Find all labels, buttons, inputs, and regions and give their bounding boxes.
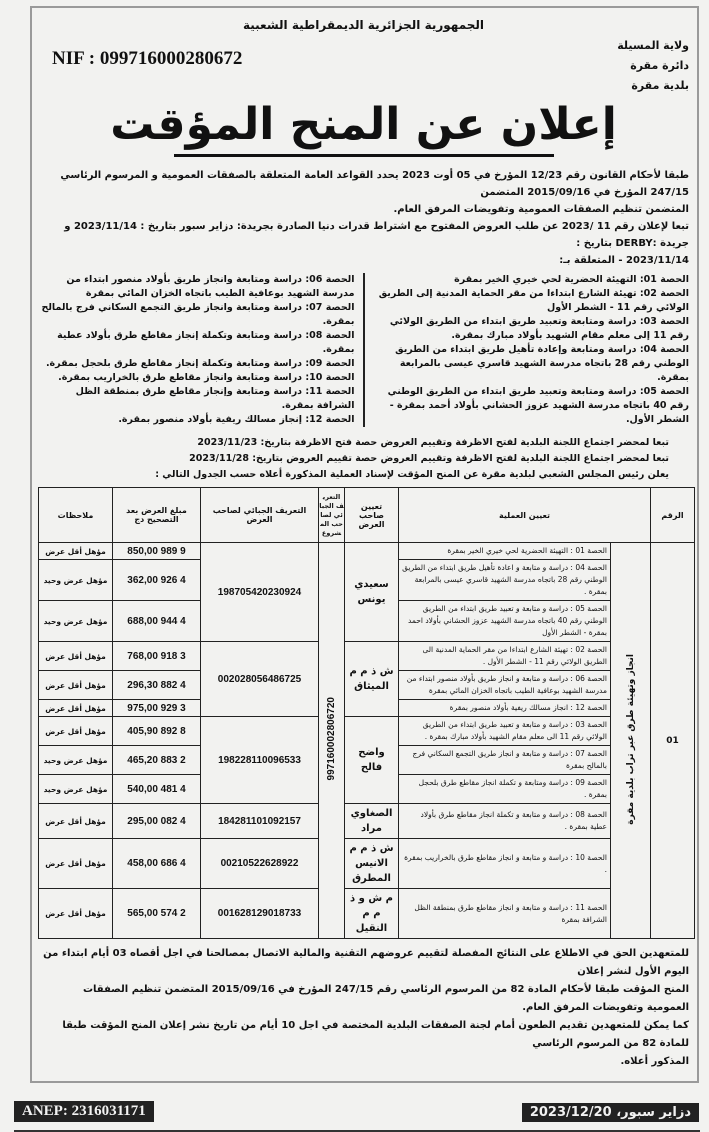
note [39,700,113,717]
bid-amount-text: 4 686 458,00 [127,858,186,869]
lot-description-text: الحصة 07 : دراسة و متابعة و انجاز طريق التجمع السكاني فرج بالمالح بمقرة [412,749,608,770]
lot-description [399,775,611,804]
note-text: مؤهل عرض وحيد [43,616,108,626]
bid-amount-text: 8 892 405,90 [127,725,186,737]
lot-item: الحصة 05: دراسة ومتابعة وتعبيد طريق ابتداء من الطريق الوطني رقم 40 باتجاه مدرسة الشهيد عزوز الحشاني بأولاد أحمد بمقرة - الشطر الأول. [387,386,689,425]
lot-description-text: الحصة 08 : دراسة و متابعة و تكملة انجاز مقاطع طرق بأولاد عطية بمقرة . [420,810,608,831]
row-number [651,543,695,939]
table-row [39,804,695,839]
lot-description-text: الحصة 10 : دراسة و متابعة و انجاز مقاطع طرق بالخراريب بمقرة . [404,852,608,874]
bid-amount-text: 4 082 295,00 [127,815,186,827]
lot-description [399,804,611,839]
header-operation: تعيين العملية [399,488,651,543]
lot-description-text: الحصة 04 : دراسة و متابعة و اعادة تأهيل طريق ابتداء من الطريق الوطني رقم 28 باتجاه مدرسة الشهيد قاسري عيسى بالمرابعة بمقرة . [402,563,608,596]
note-text: مؤهل أقل عرض [45,680,106,690]
note [39,601,113,642]
lot-description [399,601,611,642]
project-nif [319,543,345,939]
header-notes: ملاحظات [39,488,113,543]
proceedings [38,435,669,483]
bid-amount-text: 4 944 688,00 [127,615,186,627]
lot-item: الحصة 06: دراسة ومتابعة وانجاز طريق بأولاد منصور ابتداء من مدرسة الشهيد بوعافية الطيب باتجاه الخزان المائي بمقرة [66,274,355,299]
bidder-nif-text: 198228110096533 [218,754,301,766]
pv-opening: تبعا لمحضر اجتماع اللجنة البلدية لفتح الاظرفة وتقييم العروض حصة فتح الاظرفة بتاريخ: 2023/11/23 [197,437,669,448]
lot-item: الحصة 07: دراسة ومتابعة وانجاز طريق التجمع السكاني فرج بالمالح بمقرة. [41,302,355,327]
lot-description [399,543,611,560]
bid-amount [113,717,201,746]
header-number: الرقم [651,488,695,543]
lot-description-text: الحصة 02 : تهيئة الشارع ابتداءا من مقر الحماية المدنية الى الطريق الولائي رقم 11 - الشطر الأول . [422,645,608,666]
note [39,671,113,700]
note [39,560,113,601]
intro-line-3: تبعا لإعلان رقم 11 /2023 عن طلب العروض المفتوح مع اشتراط قدرات دنيا الصادرة بجريدة: دزاير سبور بتاريخ : 2023/11/14 و جريدة :DERBY بتاريخ : [64,221,689,249]
lot-description [399,642,611,671]
bid-amount [113,560,201,601]
note-text: مؤهل أقل عرض [45,546,106,556]
bid-amount [113,700,201,717]
bidder-name [345,642,399,717]
lot-description-text: الحصة 09 : دراسة ومتابعة و تكملة انجاز مقاطع طرق بلحجل بمقرة . [418,778,608,799]
note-text: مؤهل أقل عرض [45,909,106,918]
operation-name-text: انجاز وتهيئة طرق عبر تراب بلدية مقرة [625,653,636,825]
bid-amount-text: 4 481 540,00 [127,783,186,795]
announcement: يعلن رئيس المجلس الشعبي لبلدية مقرة عن المنح المؤقت لإسناد العملية المذكورة أعلاه حسب الجدول التالي : [155,469,669,480]
lot-description [399,717,611,746]
header-bidder: تعيين صاحب العرض [345,488,399,543]
lot-description-text: الحصة 06 : دراسة و متابعة و انجاز طريق بأولاد منصور ابتداء من مدرسة الشهيد بوعافية الطيب باتجاه الخزان المائي بمقرة [406,674,608,695]
lot-item: الحصة 12: إنجاز مسالك ريفية بأولاد منصور بمقرة. [118,414,355,425]
table-row [39,642,695,671]
note-text: مؤهل عرض وحيد [43,784,108,794]
bid-amount-text: 4 926 362,00 [127,574,186,586]
bid-amount [113,543,201,560]
table-row [39,717,695,746]
pv-evaluation: تبعا لمحضر اجتماع اللجنة البلدية لفتح الاظرفة وتقييم العروض حصة تقييم العروض بتاريخ: 2023/11/28 [189,453,669,464]
bid-amount-text: 3 918 768,00 [127,650,186,662]
bid-amount-text: 2 883 465,20 [127,754,186,766]
bid-amount-text: 3 929 975,00 [127,702,186,714]
bid-amount-text: 4 882 296,30 [127,679,186,691]
bidder-nif-text: 198705420230924 [217,586,302,598]
note-text: مؤهل أقل عرض [45,859,106,868]
bidder-name-text: سعيدي يونس [354,579,389,605]
bidder-name [345,889,399,939]
bidder-nif-text: 184281101092157 [218,815,301,827]
bidder-nif [201,804,319,839]
bidder-name [345,804,399,839]
operation-name [611,543,651,939]
bid-amount [113,839,201,889]
page-title: إعلان عن المنح المؤقت [110,99,617,150]
intro [38,167,689,269]
bid-amount [113,804,201,839]
lot-item: الحصة 10: دراسة ومتابعة وانجاز مقاطع طرق بالخراريب بمقرة. [58,372,355,383]
bid-amount-text: 9 989 850,00 [127,545,186,557]
project-nif-text: 997160002806720 [326,697,337,781]
bid-amount-text: 2 574 565,00 [127,908,186,919]
intro-line-1: طبقا لأحكام القانون رقم 12/23 المؤرخ في 05 أوت 2023 يحدد القواعد العامة المتعلقة بالصفقات العمومية و المرسوم الرئاسي 247/15 المؤرخ في 2015/09/16 المتضمن [60,170,689,198]
footer-text [38,945,689,1071]
administration-block [617,36,689,96]
lots-list-right [365,273,690,427]
anep-number: ANEP: 2316031171 [14,1101,154,1122]
lot-description-text: الحصة 01 : التهيئة الحضرية لحي خيري الخير بمقرة [447,546,608,555]
lot-description [399,839,611,889]
daira: دائرة مقرة [630,59,689,72]
note-text: مؤهل أقل عرض [45,651,106,661]
table-header-row [39,488,695,543]
lot-item: الحصة 11: دراسة ومتابعة وإنجاز مقاطع طرق بمنطقة الظل الشرافة بمقرة. [75,386,355,411]
award-table [38,487,695,939]
bidder-name [345,839,399,889]
lot-description-text: الحصة 12 : انجاز مسالك ريفية بأولاد منصور بمقرة [449,703,608,712]
republic-heading: الجمهورية الجزائرية الديمقراطية الشعبية [242,18,485,32]
wilaya: ولاية المسيلة [617,39,689,52]
bid-amount [113,775,201,804]
lot-description-text: الحصة 03 : دراسة و متابعة و تعبيد طريق ابتداء من الطريق الولائي رقم 11 الى معلم مقام الشهيد بأولاد مبارك بمقرة . [422,720,608,741]
bid-amount [113,601,201,642]
note-text: مؤهل عرض وحيد [43,575,108,585]
bidder-name [345,717,399,804]
note-text: مؤهل أقل عرض [45,703,106,713]
note [39,717,113,746]
lot-item: الحصة 01: التهيئة الحضرية لحي خيري الخير بمقرة [454,274,689,285]
bidder-nif [201,543,319,642]
lot-description [399,700,611,717]
bidder-nif-text: 002028056486725 [217,673,302,685]
bidder-name-text: الصغاوي مراد [350,808,393,834]
note [39,543,113,560]
lot-item: الحصة 03: دراسة ومتابعة وتعبيد طريق ابتداء من الطريق الولائي رقم 11 إلى معلم مقام الشهيد بأولاد مبارك بمقرة. [389,316,689,341]
bidder-nif [201,839,319,889]
bidder-nif [201,889,319,939]
lot-description [399,560,611,601]
lots-list-left [38,273,365,427]
lot-item: الحصة 04: دراسة ومتابعة وإعادة تأهيل طريق ابتداء من الطريق الوطني رقم 28 باتجاه مدرسة الشهيد قاسري عيسى بالمرابعة بمقرة. [395,344,689,383]
footer-line-3: كما يمكن للمتعهدين تقديم الطعون أمام لجنة الصفقات البلدية المختصة في اجل 10 أيام من تاريخ نشر إعلان المنح المؤقت طبقا للمادة 82 من المرسوم الرئاسي [62,1020,689,1049]
footer-line-1: للمتعهدين الحق في الاطلاع على النتائج المفصلة لتقييم عروضهم التقنية والمالية الاتصال بمصالحنا في اجل أقصاه 03 أيام ابتداء من اليوم الأول لنشر إعلان [43,948,689,977]
table-row [39,543,695,560]
bidder-name-text: واضح فالح [358,747,385,773]
bidder-nif-text: 001628129018733 [217,908,302,919]
note [39,839,113,889]
bidder-name [345,543,399,642]
note-text: مؤهل أقل عرض [45,726,106,736]
intro-line-4: 2023/11/14 - المتعلقة بـ: [559,255,689,266]
lot-description-text: الحصة 11 : دراسة و متابعة و انجاز مقاطع طرق بمنطقة الظل الشرافة بمقرة [414,902,608,924]
bid-amount [113,746,201,775]
header-amount: مبلغ العرض بعد التصحيح دج [113,488,201,543]
lot-item: الحصة 02: تهيئة الشارع ابتداءا من مقر الحماية المدنية إلى الطريق الولائي رقم 11 - الشطر الأول [378,288,689,313]
note [39,746,113,775]
bidder-name-text: ش ذ م م الميثاق [349,666,394,692]
table-row [39,839,695,889]
bidder-nif [201,642,319,717]
note [39,642,113,671]
note [39,889,113,939]
bid-amount [113,889,201,939]
note [39,775,113,804]
bid-amount [113,642,201,671]
note [39,804,113,839]
header-project-nif [319,488,345,543]
bidder-nif-text: 00210522628922 [220,858,299,869]
title-underline [174,154,554,157]
header-project-nif-text: التعريف الجبائي لصاحب المشروع [319,492,344,537]
row-number-text: 01 [666,735,679,746]
lot-description-text: الحصة 05 : دراسة و متابعة و تعبيد طريق ابتداء من الطريق الوطني رقم 40 باتجاه مدرسة الشهيد عزوز الحشاني بأولاد احمد بمقرة - الشطر الأول [407,604,608,637]
table-body [39,543,695,939]
publication-date: دزاير سبور، 2023/12/20 [522,1103,699,1122]
lot-description [399,746,611,775]
lot-description [399,889,611,939]
bidder-name-text: ش ذ م م الانيس المطرق [349,843,394,884]
nif: NIF : 099716000280672 [52,48,243,69]
lot-description [399,671,611,700]
note-text: مؤهل أقل عرض [45,816,106,826]
bidder-name-text: م ش و ذ م م النقيل [350,893,393,934]
table-row [39,889,695,939]
page-frame [30,6,699,1083]
header-bidder-nif: التعريف الجبائي لصاحب العرض [201,488,319,543]
note-text: مؤهل عرض وحيد [43,755,108,765]
bid-amount [113,671,201,700]
bidder-nif [201,717,319,804]
lots-section [38,273,689,427]
intro-line-2: المتضمن تنظيم الصفقات العمومية وتفويضات المرفق العام. [393,204,689,215]
header-row [38,36,689,96]
bottom-bar [14,1089,699,1122]
lot-item: الحصة 09: دراسة ومتابعة وتكملة إنجاز مقاطع طرق بلحجل بمقرة. [45,358,355,369]
footer-line-2: المنح المؤقت طبقا لأحكام المادة 82 من المرسوم الرئاسي رقم 247/15 المؤرخ في 2015/09/16 المتضمن تنظيم الصفقات العمومية وتفويضات المرفق العام. [82,984,689,1013]
footer-line-4: المذكور أعلاه. [620,1056,689,1067]
commune: بلدية مقرة [631,79,689,92]
lot-item: الحصة 08: دراسة ومتابعة وتكملة إنجاز مقاطع طرق بأولاد عطية بمقرة. [57,330,355,355]
